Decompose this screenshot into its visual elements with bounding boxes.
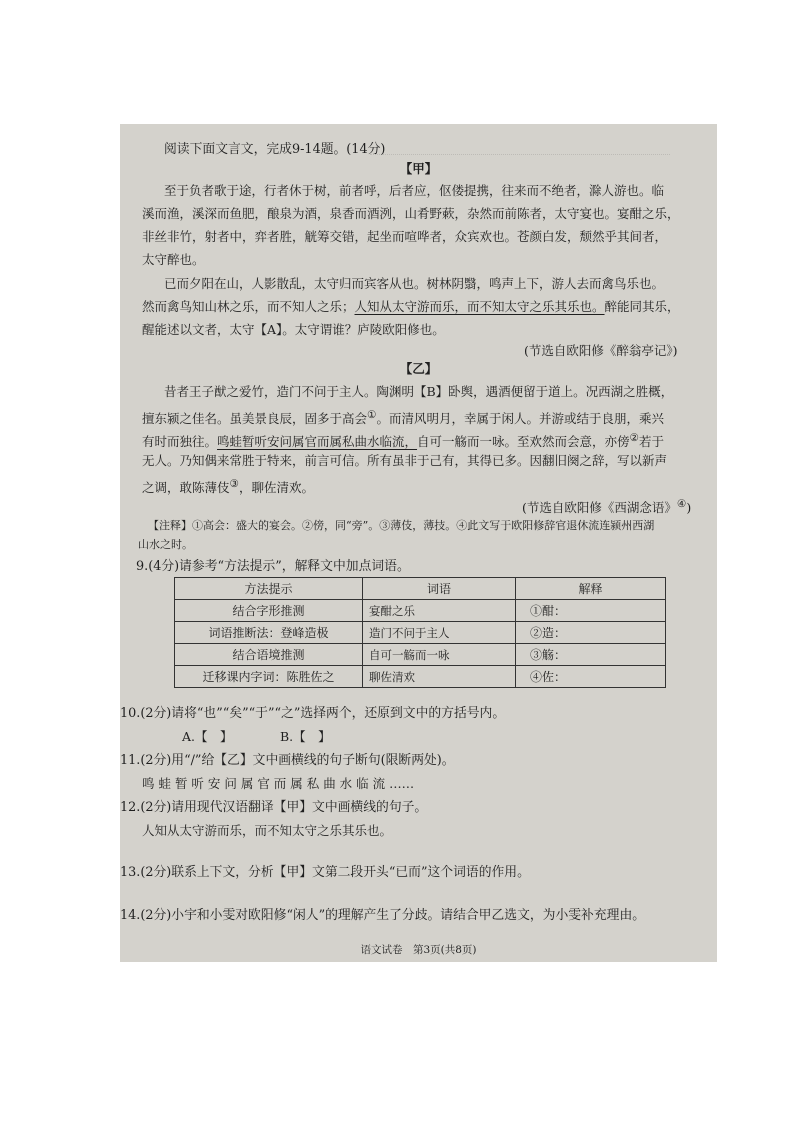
annotation-line-2: 山水之时。 [138,538,193,551]
yi-line-1: 昔者王子猷之爱竹，造门不问于主人。陶渊明【B】卧舆，遇酒便留于道上。况西湖之胜概， [164,384,674,399]
jia-line-3: 非丝非竹，射者中，弈者胜，觥筹交错，起坐而喧哗者，众宾欢也。苍颜白发，颓然乎其间者， [142,229,668,244]
page-footer: 语文试卷 第3页(共8页) [360,944,477,956]
question-12-stem: 12.(2分)请用现代汉语翻译【甲】文中画横线的句子。 [120,800,428,815]
method-cell: 结合语境推测 [175,644,363,666]
yi-line-3-a: 有时而独往。 [142,434,218,450]
yi-line-5 [142,475,314,497]
table-row [175,644,666,666]
yi-line-2 [142,406,664,428]
method-cell: 词语推断法：登峰造极 [175,622,363,644]
exam-page-photo [120,124,717,962]
yi-source [522,495,691,517]
phrase-cell: 自可一觞而一咏 [363,644,516,666]
jia-underlined-sentence: 人知从太守游而乐，而不知太守之乐其乐也。 [354,299,605,314]
answer-slot-b[interactable]: B.【 】 [280,729,331,744]
answer-cell[interactable]: ③觞： [516,644,666,666]
jia-source: (节选自欧阳修《醉翁亭记》) [524,343,678,358]
table-row [175,666,666,688]
yi-underlined-sentence: 鸣蛙暂听安问属官而属私曲水临流， [217,434,418,450]
yi-line-2-b: 。而清风明月，幸属于闲人。并游或结于良朋，乘兴 [376,411,664,427]
annotation-line-1: 【注释】①高会：盛大的宴会。②傍，同“旁”。③薄伎，薄技。④此文写于欧阳修辞官退休流连颍州西湖 [148,519,655,532]
header-phrase: 词语 [363,578,516,600]
question-11-stem: 11.(2分)用“/”给【乙】文中画横线的句子断句(限断两处)。 [120,753,455,768]
yi-line-2-a: 擅东颍之佳名。虽美景良辰，固多于高会 [142,411,368,427]
yi-line-5-b: ，聊佐清欢。 [238,480,314,496]
jia-line-4: 太守醉也。 [142,252,205,267]
yi-line-3-c: 若于 [638,434,664,450]
yi-source-close: ) [686,500,692,516]
question-9-stem: 9.(4分)请参考“方法提示”，解释文中加点词语。 [136,559,410,574]
question-12-sentence: 人知从太守游而乐，而不知太守之乐其乐也。 [142,823,393,838]
yi-line-5-a: 之调，敢陈薄伎 [142,480,230,496]
jia-line-2: 溪而渔，溪深而鱼肥，酿泉为酒，泉香而酒洌，山肴野蔌，杂然而前陈者，太守宴也。宴酣之乐， [142,206,680,221]
jia-line-7: 醒能述以文者，太守【A】。太守谓谁？庐陵欧阳修也。 [142,322,445,337]
question-10-stem: 10.(2分)请将“也”“矣”“于”“之”选择两个，还原到文中的方括号内。 [120,706,506,721]
question-13-stem: 13.(2分)联系上下文，分析【甲】文第二段开头“已而”这个词语的作用。 [120,865,530,880]
yi-line-3 [142,429,664,451]
table-row [175,622,666,644]
answer-cell[interactable]: ④佐： [516,666,666,688]
note-mark-2: ② [629,432,639,444]
jia-line-6 [142,298,680,316]
answer-cell[interactable]: ②造： [516,622,666,644]
reading-intro: 阅读下面文言文，完成9-14题。(14分) [164,142,386,157]
phrase-cell: 宴酣之乐 [363,600,516,622]
note-mark-3: ③ [229,478,239,490]
jia-line-1: 至于负者歌于途，行者休于树，前者呼，后者应，伛偻提携，往来而不绝者，滁人游也。临 [164,183,665,198]
phrase-cell: 聊佐清欢 [363,666,516,688]
method-table [174,577,666,688]
passage-jia-title: 【甲】 [399,161,438,176]
method-cell: 结合字形推测 [175,600,363,622]
header-answer: 解释 [516,578,666,600]
note-mark-1: ① [367,409,377,421]
method-cell: 迁移课内字词：陈胜佐之 [175,666,363,688]
method-table-header [175,578,666,600]
question-14-stem: 14.(2分)小宇和小雯对欧阳修“闲人”的理解产生了分歧。请结合甲乙选文，为小雯补充理由。 [120,908,646,923]
yi-line-4: 无人。乃知偶来常胜于特来，前言可信。所有虽非于己有，其得已多。因翻旧阕之辞，写以新声 [142,453,668,468]
phrase-cell: 造门不问于主人 [363,622,516,644]
answer-cell[interactable]: ①酣： [516,600,666,622]
question-11-sentence: 鸣 蛙 暂 听 安 问 属 官 而 属 私 曲 水 临 流 …… [142,776,415,791]
jia-line-6-start: 然而禽鸟知山林之乐，而不知人之乐； [142,299,355,314]
answer-slot-a[interactable]: A.【 】 [182,729,233,744]
yi-source-text: (节选自欧阳修《西湖念语》 [522,500,677,516]
passage-yi-title: 【乙】 [399,361,438,376]
table-row [175,600,666,622]
jia-line-5: 已而夕阳在山，人影散乱，太守归而宾客从也。树林阴翳，鸣声上下，游人去而禽鸟乐也。 [164,276,665,291]
yi-line-3-b: 自可一觞而一咏。至欢然而会意，亦傍 [417,434,630,450]
note-mark-4: ④ [676,498,687,510]
header-method: 方法提示 [175,578,363,600]
jia-line-6-end: 醉能同其乐， [604,299,680,314]
